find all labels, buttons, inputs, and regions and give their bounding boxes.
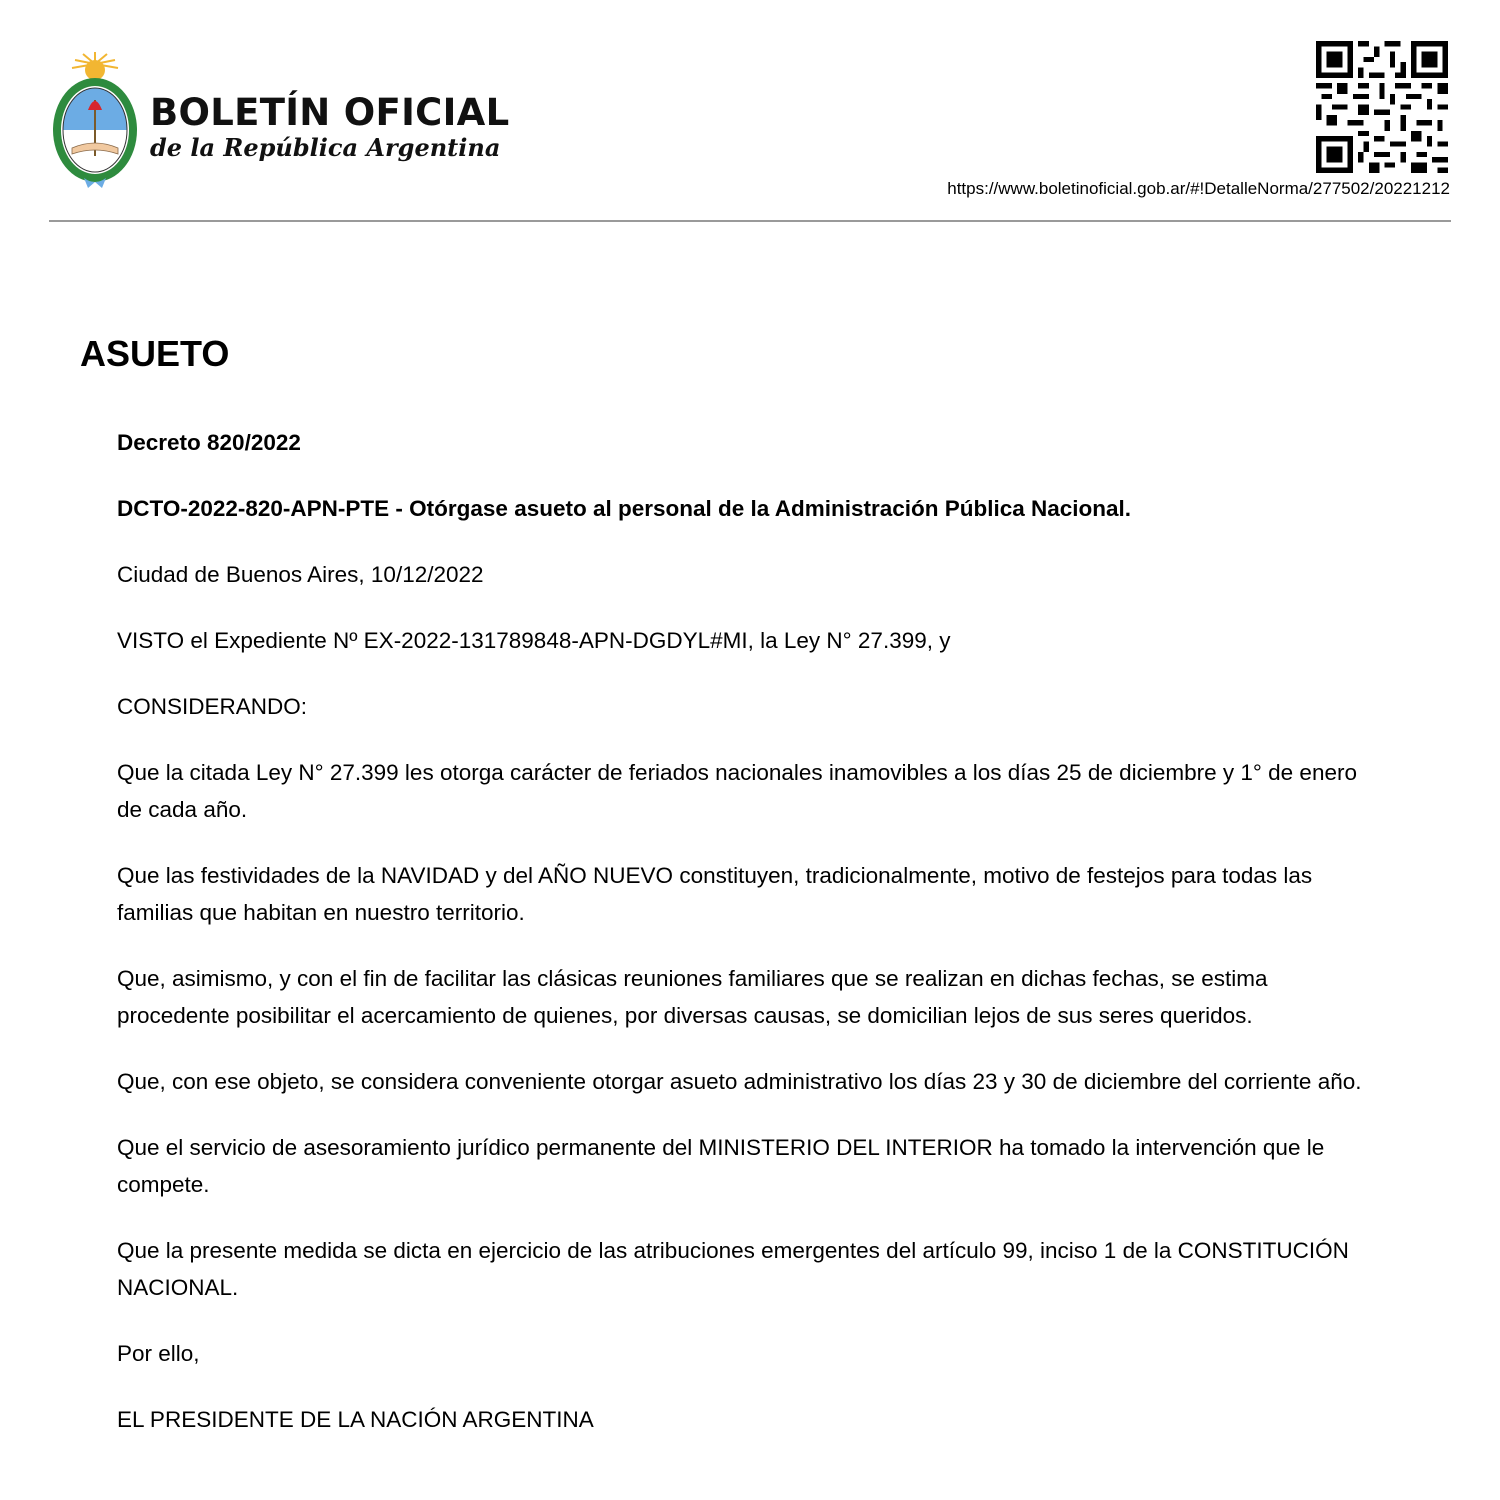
por-ello: Por ello, — [117, 1341, 200, 1366]
decree-number: Decreto 820/2022 — [117, 430, 301, 455]
visto-paragraph: VISTO el Expediente Nº EX-2022-131789848-APN-DGDYL#MI, la Ley N° 27.399, y — [117, 628, 951, 653]
considerando-paragraph: Que, con ese objeto, se considera conveniente otorgar asueto administrativo los días 23 y 30 de diciembre del corriente año. — [117, 1069, 1362, 1094]
header-divider — [49, 220, 1451, 222]
considerando-paragraph: Que la citada Ley N° 27.399 les otorga carácter de feriados nacionales inamovibles a los días 25 de diciembre y 1° de enero de cada año. — [117, 760, 1357, 822]
president-heading: EL PRESIDENTE DE LA NACIÓN ARGENTINA — [117, 1407, 594, 1432]
document-url[interactable]: https://www.boletinoficial.gob.ar/#!DetalleNorma/277502/20221212 — [947, 179, 1450, 198]
document-body — [117, 424, 1382, 1467]
considerando-paragraph: Que las festividades de la NAVIDAD y del AÑO NUEVO constituyen, tradicionalmente, motivo de festejos para todas las familias que habitan en nuestro territorio. — [117, 863, 1313, 925]
decree-summary: DCTO-2022-820-APN-PTE - Otórgase asueto al personal de la Administración Pública Nacional. — [117, 496, 1132, 521]
considerando-paragraph: Que, asimismo, y con el fin de facilitar las clásicas reuniones familiares que se realizan en dichas fechas, se estima procedente posibilitar el acercamiento de quienes, por diversas causas, se domicilian lejos de sus seres queridos. — [117, 966, 1268, 1028]
considerando-paragraph: Que la presente medida se dicta en ejercicio de las atribuciones emergentes del artículo 99, inciso 1 de la CONSTITUCIÓN NACIONAL. — [117, 1238, 1349, 1300]
considerando-heading: CONSIDERANDO: — [117, 694, 308, 719]
section-title: ASUETO — [80, 333, 230, 374]
brand-title: BOLETÍN OFICIAL — [150, 91, 510, 134]
argentina-coat-of-arms-icon — [50, 50, 140, 190]
qr-code-icon — [1316, 41, 1448, 173]
page-header — [0, 0, 1500, 222]
considerando-paragraph: Que el servicio de asesoramiento jurídico permanente del MINISTERIO DEL INTERIOR ha tomado la intervención que le compete. — [117, 1135, 1325, 1197]
brand-subtitle: de la República Argentina — [150, 133, 501, 162]
place-date: Ciudad de Buenos Aires, 10/12/2022 — [117, 562, 484, 587]
